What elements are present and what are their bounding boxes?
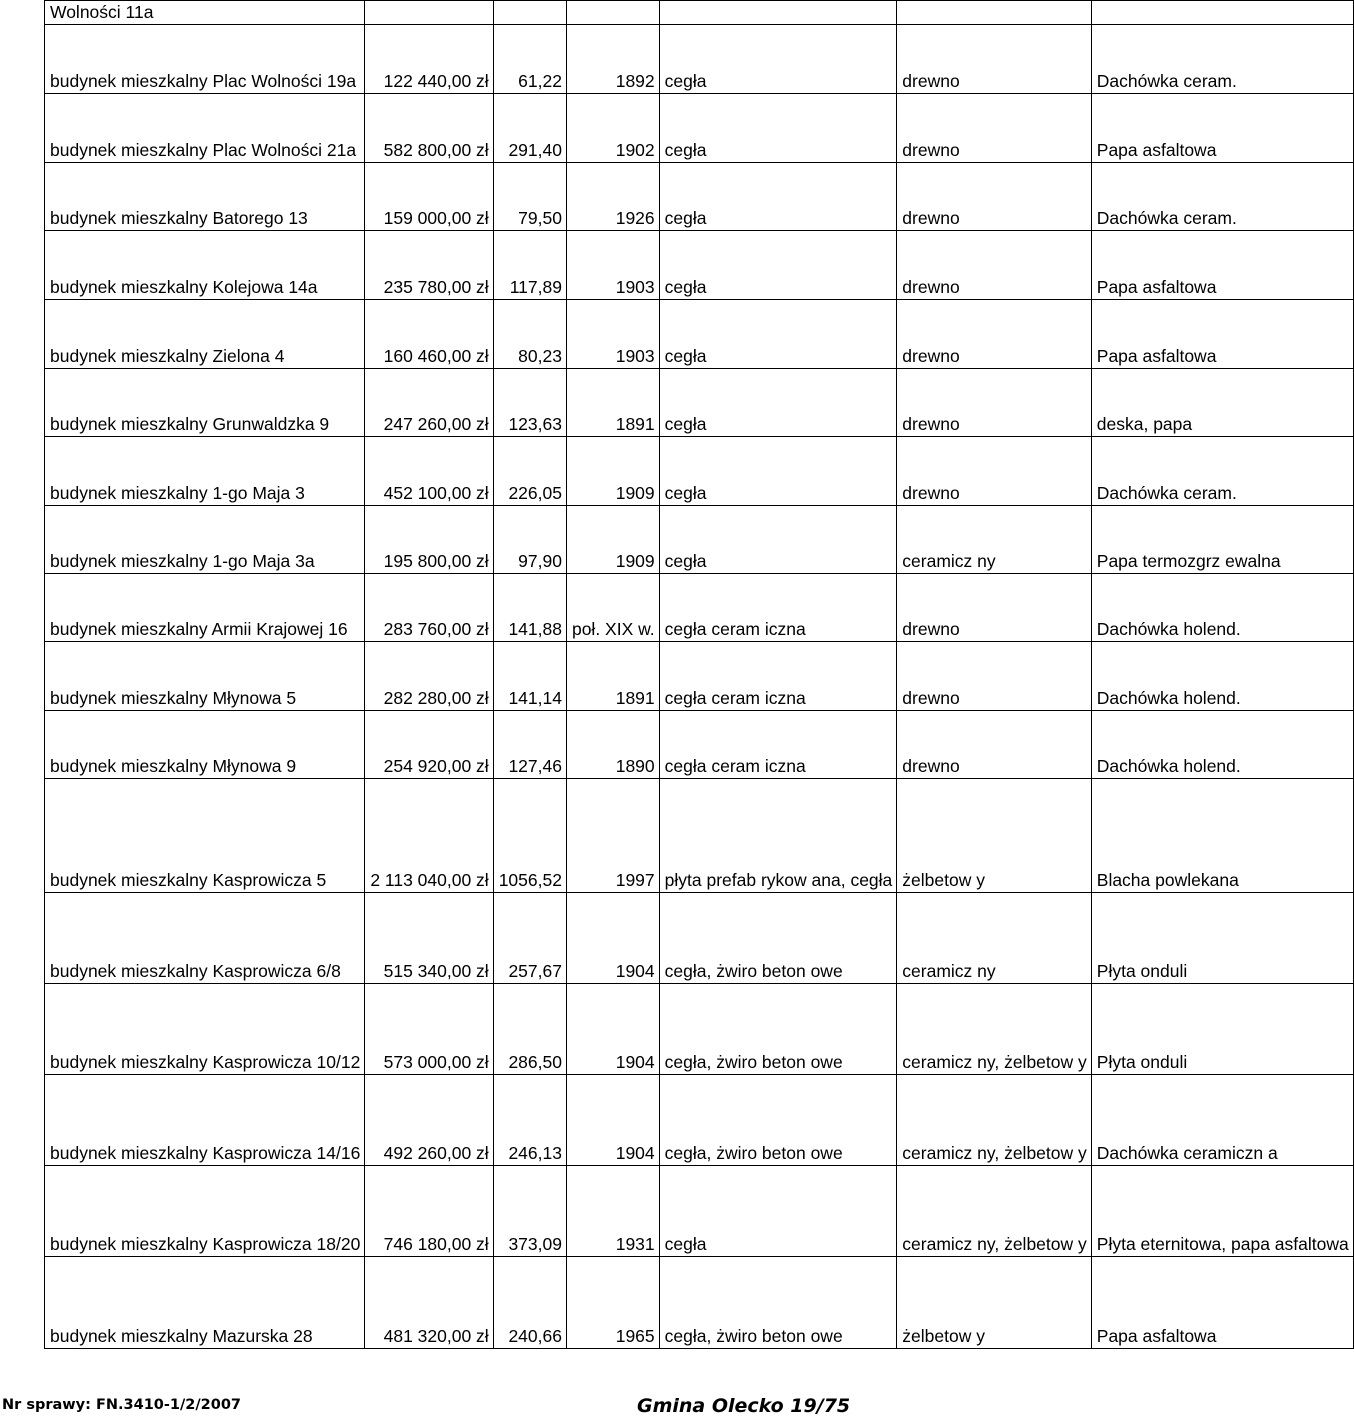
table-cell-walls: cegła xyxy=(659,436,897,505)
table-cell-ceiling: drewno xyxy=(897,641,1091,710)
property-table xyxy=(44,0,1354,1349)
table-cell-year: 1890 xyxy=(566,710,659,778)
table-cell-ceiling: żelbetow y xyxy=(897,1256,1091,1348)
table-cell-walls: płyta prefab rykow ana, cegła xyxy=(659,778,897,892)
table-cell-roof: Płyta onduli xyxy=(1091,983,1353,1074)
table-cell-ceiling: ceramicz ny xyxy=(897,505,1091,573)
table-cell xyxy=(659,1,897,25)
table-cell-year: 1892 xyxy=(566,24,659,93)
table-row xyxy=(45,1,1354,25)
page-footer xyxy=(0,1393,960,1425)
table-cell-name: Wolności 11a xyxy=(45,1,365,25)
table-cell-walls: cegła xyxy=(659,1165,897,1256)
table-cell-ceiling: drewno xyxy=(897,230,1091,299)
table-cell-value: 481 320,00 zł xyxy=(365,1256,493,1348)
table-cell-roof: Papa termozgrz ewalna xyxy=(1091,505,1353,573)
table-cell-value: 582 800,00 zł xyxy=(365,93,493,162)
table-row xyxy=(45,162,1354,230)
table-cell-value: 2 113 040,00 zł xyxy=(365,778,493,892)
table-cell-name: budynek mieszkalny Młynowa 9 xyxy=(45,710,365,778)
table-cell-walls: cegła ceram iczna xyxy=(659,573,897,641)
table-cell-year: 1904 xyxy=(566,1074,659,1165)
table-cell-walls: cegła, żwiro beton owe xyxy=(659,983,897,1074)
table-cell-value: 515 340,00 zł xyxy=(365,892,493,983)
table-cell-area: 246,13 xyxy=(493,1074,566,1165)
table-cell-value: 159 000,00 zł xyxy=(365,162,493,230)
table-cell-walls: cegła ceram iczna xyxy=(659,710,897,778)
table-cell-walls: cegła xyxy=(659,230,897,299)
table-cell-roof: Płyta onduli xyxy=(1091,892,1353,983)
table-cell-area: 127,46 xyxy=(493,710,566,778)
table-row xyxy=(45,1165,1354,1256)
table-row xyxy=(45,93,1354,162)
table-cell-area: 61,22 xyxy=(493,24,566,93)
table-cell-ceiling: żelbetow y xyxy=(897,778,1091,892)
table-cell-walls: cegła xyxy=(659,505,897,573)
table-cell-value: 160 460,00 zł xyxy=(365,299,493,368)
table-cell-name: budynek mieszkalny Kasprowicza 5 xyxy=(45,778,365,892)
table-cell-ceiling: ceramicz ny, żelbetow y xyxy=(897,1165,1091,1256)
table-cell-ceiling: ceramicz ny, żelbetow y xyxy=(897,1074,1091,1165)
table-cell-roof: Dachówka holend. xyxy=(1091,573,1353,641)
table-cell-roof: Dachówka ceram. xyxy=(1091,162,1353,230)
table-cell-year: 1997 xyxy=(566,778,659,892)
table-cell-walls: cegła xyxy=(659,162,897,230)
table-cell-value: 122 440,00 zł xyxy=(365,24,493,93)
table-cell-walls: cegła xyxy=(659,368,897,436)
table-cell-area: 226,05 xyxy=(493,436,566,505)
table-cell-value: 235 780,00 zł xyxy=(365,230,493,299)
table-cell-name: budynek mieszkalny Plac Wolności 21a xyxy=(45,93,365,162)
table-cell-roof: deska, papa xyxy=(1091,368,1353,436)
table-cell-name: budynek mieszkalny Zielona 4 xyxy=(45,299,365,368)
table-cell-value: 573 000,00 zł xyxy=(365,983,493,1074)
table-row xyxy=(45,710,1354,778)
table-cell xyxy=(566,1,659,25)
table-row xyxy=(45,983,1354,1074)
table-cell-name: budynek mieszkalny Armii Krajowej 16 xyxy=(45,573,365,641)
table-cell-name: budynek mieszkalny Mazurska 28 xyxy=(45,1256,365,1348)
table-cell xyxy=(1091,1,1353,25)
table-cell xyxy=(493,1,566,25)
table-cell-ceiling: drewno xyxy=(897,24,1091,93)
table-cell-year: 1903 xyxy=(566,299,659,368)
table-cell-name: budynek mieszkalny Grunwaldzka 9 xyxy=(45,368,365,436)
table-cell-walls: cegła xyxy=(659,24,897,93)
table-cell-ceiling: drewno xyxy=(897,710,1091,778)
table-row xyxy=(45,641,1354,710)
table-cell-walls: cegła, żwiro beton owe xyxy=(659,1256,897,1348)
table-cell-value: 195 800,00 zł xyxy=(365,505,493,573)
table-cell-area: 141,88 xyxy=(493,573,566,641)
table-cell-roof: Dachówka ceramiczn a xyxy=(1091,1074,1353,1165)
table-cell-year: 1902 xyxy=(566,93,659,162)
table-cell-value: 492 260,00 zł xyxy=(365,1074,493,1165)
table-row xyxy=(45,436,1354,505)
table-cell-walls: cegła xyxy=(659,299,897,368)
table-cell-area: 286,50 xyxy=(493,983,566,1074)
table-cell-roof: Dachówka holend. xyxy=(1091,641,1353,710)
table-row xyxy=(45,368,1354,436)
table-cell-value: 283 760,00 zł xyxy=(365,573,493,641)
table-cell-area: 240,66 xyxy=(493,1256,566,1348)
table-cell-ceiling: ceramicz ny xyxy=(897,892,1091,983)
table-cell-ceiling: drewno xyxy=(897,573,1091,641)
table-cell-roof: Blacha powlekana xyxy=(1091,778,1353,892)
table-cell-roof: Płyta eternitowa, papa asfaltowa xyxy=(1091,1165,1353,1256)
table-cell-roof: Papa asfaltowa xyxy=(1091,230,1353,299)
table-cell-walls: cegła xyxy=(659,93,897,162)
table-cell-walls: cegła ceram iczna xyxy=(659,641,897,710)
table-cell-year: 1903 xyxy=(566,230,659,299)
table-cell-value: 247 260,00 zł xyxy=(365,368,493,436)
table-cell-area: 291,40 xyxy=(493,93,566,162)
table-cell-name: budynek mieszkalny Kolejowa 14a xyxy=(45,230,365,299)
table-cell-year: 1965 xyxy=(566,1256,659,1348)
table-cell-value: 282 280,00 zł xyxy=(365,641,493,710)
table-cell-ceiling: drewno xyxy=(897,436,1091,505)
table-row xyxy=(45,299,1354,368)
table-cell-name: budynek mieszkalny 1-go Maja 3a xyxy=(45,505,365,573)
table-cell-year: poł. XIX w. xyxy=(566,573,659,641)
table-row xyxy=(45,505,1354,573)
table-cell-year: 1891 xyxy=(566,641,659,710)
table-cell-roof: Dachówka ceram. xyxy=(1091,24,1353,93)
table-cell-name: budynek mieszkalny Kasprowicza 6/8 xyxy=(45,892,365,983)
table-row xyxy=(45,230,1354,299)
table-cell-ceiling: drewno xyxy=(897,162,1091,230)
table-cell-name: budynek mieszkalny Młynowa 5 xyxy=(45,641,365,710)
table-cell-value: 452 100,00 zł xyxy=(365,436,493,505)
table-cell-area: 79,50 xyxy=(493,162,566,230)
table-cell-year: 1909 xyxy=(566,505,659,573)
table-row xyxy=(45,892,1354,983)
table-cell-year: 1891 xyxy=(566,368,659,436)
table-cell-area: 123,63 xyxy=(493,368,566,436)
table-cell-name: budynek mieszkalny Batorego 13 xyxy=(45,162,365,230)
table-cell xyxy=(365,1,493,25)
table-cell-ceiling: drewno xyxy=(897,368,1091,436)
table-row xyxy=(45,573,1354,641)
table-cell-area: 373,09 xyxy=(493,1165,566,1256)
table-cell-area: 257,67 xyxy=(493,892,566,983)
case-number: Nr sprawy: FN.3410-1/2/2007 xyxy=(2,1397,242,1413)
table-cell-name: budynek mieszkalny 1-go Maja 3 xyxy=(45,436,365,505)
table-cell-roof: Papa asfaltowa xyxy=(1091,299,1353,368)
table-cell-name: budynek mieszkalny Plac Wolności 19a xyxy=(45,24,365,93)
table-cell-area: 141,14 xyxy=(493,641,566,710)
table-cell-year: 1926 xyxy=(566,162,659,230)
table-cell-roof: Dachówka ceram. xyxy=(1091,436,1353,505)
table-cell-value: 746 180,00 zł xyxy=(365,1165,493,1256)
table-cell-area: 117,89 xyxy=(493,230,566,299)
table-cell-year: 1931 xyxy=(566,1165,659,1256)
table-cell-name: budynek mieszkalny Kasprowicza 18/20 xyxy=(45,1165,365,1256)
table-cell-area: 80,23 xyxy=(493,299,566,368)
table-row xyxy=(45,778,1354,892)
org-page-number: Gmina Olecko 19/75 xyxy=(637,1395,851,1417)
table-cell-name: budynek mieszkalny Kasprowicza 10/12 xyxy=(45,983,365,1074)
table-cell-walls: cegła, żwiro beton owe xyxy=(659,1074,897,1165)
table-cell-area: 97,90 xyxy=(493,505,566,573)
table-cell-year: 1904 xyxy=(566,892,659,983)
table-cell-ceiling: ceramicz ny, żelbetow y xyxy=(897,983,1091,1074)
table-cell-area: 1056,52 xyxy=(493,778,566,892)
table-cell-roof: Dachówka holend. xyxy=(1091,710,1353,778)
table-row xyxy=(45,24,1354,93)
table-cell-roof: Papa asfaltowa xyxy=(1091,93,1353,162)
table-cell xyxy=(897,1,1091,25)
table-row xyxy=(45,1256,1354,1348)
table-cell-ceiling: drewno xyxy=(897,93,1091,162)
table-cell-value: 254 920,00 zł xyxy=(365,710,493,778)
table-cell-year: 1904 xyxy=(566,983,659,1074)
table-cell-ceiling: drewno xyxy=(897,299,1091,368)
table-cell-walls: cegła, żwiro beton owe xyxy=(659,892,897,983)
table-cell-roof: Papa asfaltowa xyxy=(1091,1256,1353,1348)
table-cell-year: 1909 xyxy=(566,436,659,505)
table-cell-name: budynek mieszkalny Kasprowicza 14/16 xyxy=(45,1074,365,1165)
table-row xyxy=(45,1074,1354,1165)
